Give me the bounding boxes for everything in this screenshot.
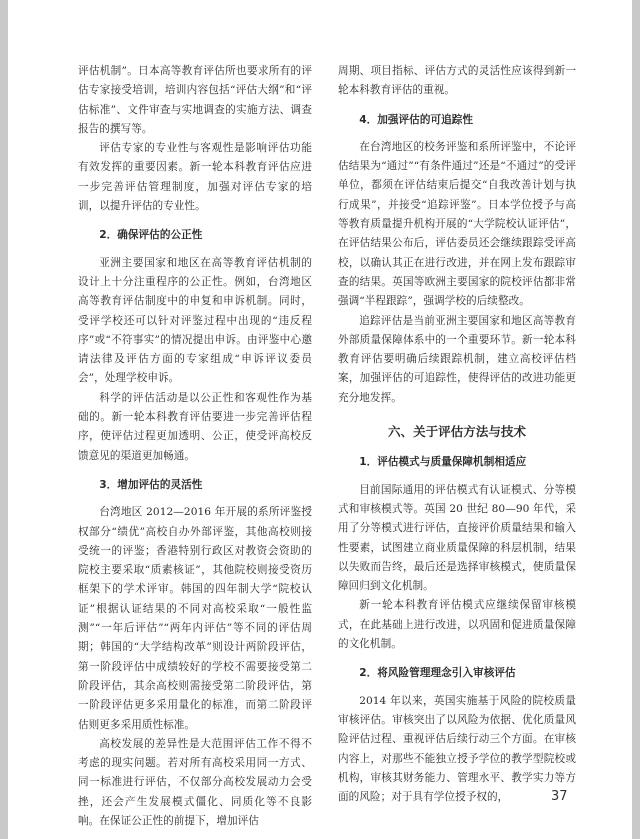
paragraph: 新一轮本科教育评估模式应继续保留审核模式，在此基础上进行改进，以巩固和促进质量保障的文化机制。 bbox=[338, 599, 576, 651]
paragraph: 追踪评估是当前亚洲主要国家和地区高等教育外部质量保障体系中的一个重要环节。新一轮本科教育评估要明确后续跟踪机制，建立高校评估档案，加强评估的可追踪性，使得评估的改进功能更充分地发挥。 bbox=[338, 314, 576, 404]
paragraph: 评估机制”。日本高等教育评估所也要求所有的评估专家接受培训，培训内容包括“评估大纲”和“评估标准”、文件审查与实地调查的实施方法、调查报告的撰写等。 bbox=[78, 65, 312, 135]
paragraph: 目前国际通用的评估模式有认证模式、分等模式和审核模式等。英国 20 世纪 80—90 年代，采用了分等模式进行评估，直接评价质量结果和输入性要素，试图建立商业质量保障的科层机制，结果以失败而告终，最后还是选择审核模式，使质量保障回归到文化机制。 bbox=[338, 483, 576, 593]
subsection-heading: 4．加强评估的可追踪性 bbox=[359, 113, 474, 126]
paragraph: 2014 年以来，英国实施基于风险的院校质量审核评估。审核突出了以风险为依据、优化质量风险评估过程、重视评估后续行动三个方面。在审核内容上，对那些不能独立授予学位的教学型院校或机构，审核其财务能力、管理水平、教学实力等方面的风险；对于具有学位授予权的， bbox=[338, 694, 576, 804]
paragraph: 台湾地区 2012—2016 年开展的系所评鉴授权部分“绩优”高校自办外部评鉴，其他高校则接受统一的评鉴；香港特别行政区对教资会资助的院校主要采取“质素核证”，其他院校则接受资历框架下的学术评审。韩国的四年制大学“院校认证”根据认证结果的不同对高校采取“一般性监测”“一年后评估”“两年内评估”等不同的评估周期；韩国的“大学结构改革”则设计两阶段评估，第一阶段评估中成绩较好的学校不需要接受第二阶段评估，其余高校则需接受第二阶段评估，第一阶段评估更多采用量化的标准，而第二阶段评估则更多采用质性标准。 bbox=[78, 506, 312, 731]
right-column bbox=[338, 62, 576, 807]
paragraph: 评估专家的专业性与客观性是影响评估功能有效发挥的重要因素。新一轮本科教育评估应进一步完善评估管理制度，加强对评估专家的培训，以提升评估的专业性。 bbox=[78, 142, 312, 213]
document-page bbox=[8, 0, 632, 839]
paragraph: 在台湾地区的校务评鉴和系所评鉴中，不论评估结果为“通过”“有条件通过”还是“不通过”的受评单位，都须在评估结束后提交“自我改善计划与执行成果”，并接受“追踪评鉴”。日本学位授予与高等教育质量提升机构开展的“大学院校认证评估”，在评估结果公布后，评估委员还会继续跟踪受评高校，以确认其正在进行改进，并在网上发布跟踪审查的结果。英国等欧洲主要国家的院校评估都非常强调“半程跟踪”，强调学校的后续整改。 bbox=[338, 140, 576, 308]
left-column bbox=[78, 62, 312, 831]
subsection-heading: 1．评估模式与质量保障机制相适应 bbox=[359, 456, 527, 469]
paragraph: 高校发展的差异性是大范围评估工作不得不考虑的现实问题。若对所有高校采用同一方式、同一标准进行评估，不仅部分高校发展动力会受挫，还会产生发展模式僵化、同质化等不良影响。在保证公正性的前提下，增加评估 bbox=[78, 737, 312, 827]
paragraph: 亚洲主要国家和地区在高等教育评估机制的设计上十分注重程序的公正性。例如，台湾地区高等教育评估制度中的申复和申诉机制。同时，受评学校还可以针对评鉴过程中出现的“违反程序”或“不符事实”的情况提出申诉。由评鉴中心邀请法律及评估方面的专家组成“申诉评议委员会”，处理学校申诉。 bbox=[78, 256, 312, 385]
page-number: 37 bbox=[551, 789, 568, 804]
section-heading: 六、关于评估方法与技术 bbox=[387, 424, 527, 440]
subsection-heading: 2．确保评估的公正性 bbox=[99, 229, 203, 242]
paragraph: 周期、项目指标、评估方式的灵活性应该得到新一轮本科教育评估的重视。 bbox=[338, 65, 576, 97]
paragraph: 科学的评估活动是以公正性和客观性作为基础的。新一轮本科教育评估要进一步完善评估程序，使评估过程更加透明、公正，使受评高校反馈意见的渠道更加畅通。 bbox=[78, 391, 312, 462]
subsection-heading: 2．将风险管理理念引入审核评估 bbox=[359, 667, 516, 680]
subsection-heading: 3．增加评估的灵活性 bbox=[99, 478, 203, 491]
